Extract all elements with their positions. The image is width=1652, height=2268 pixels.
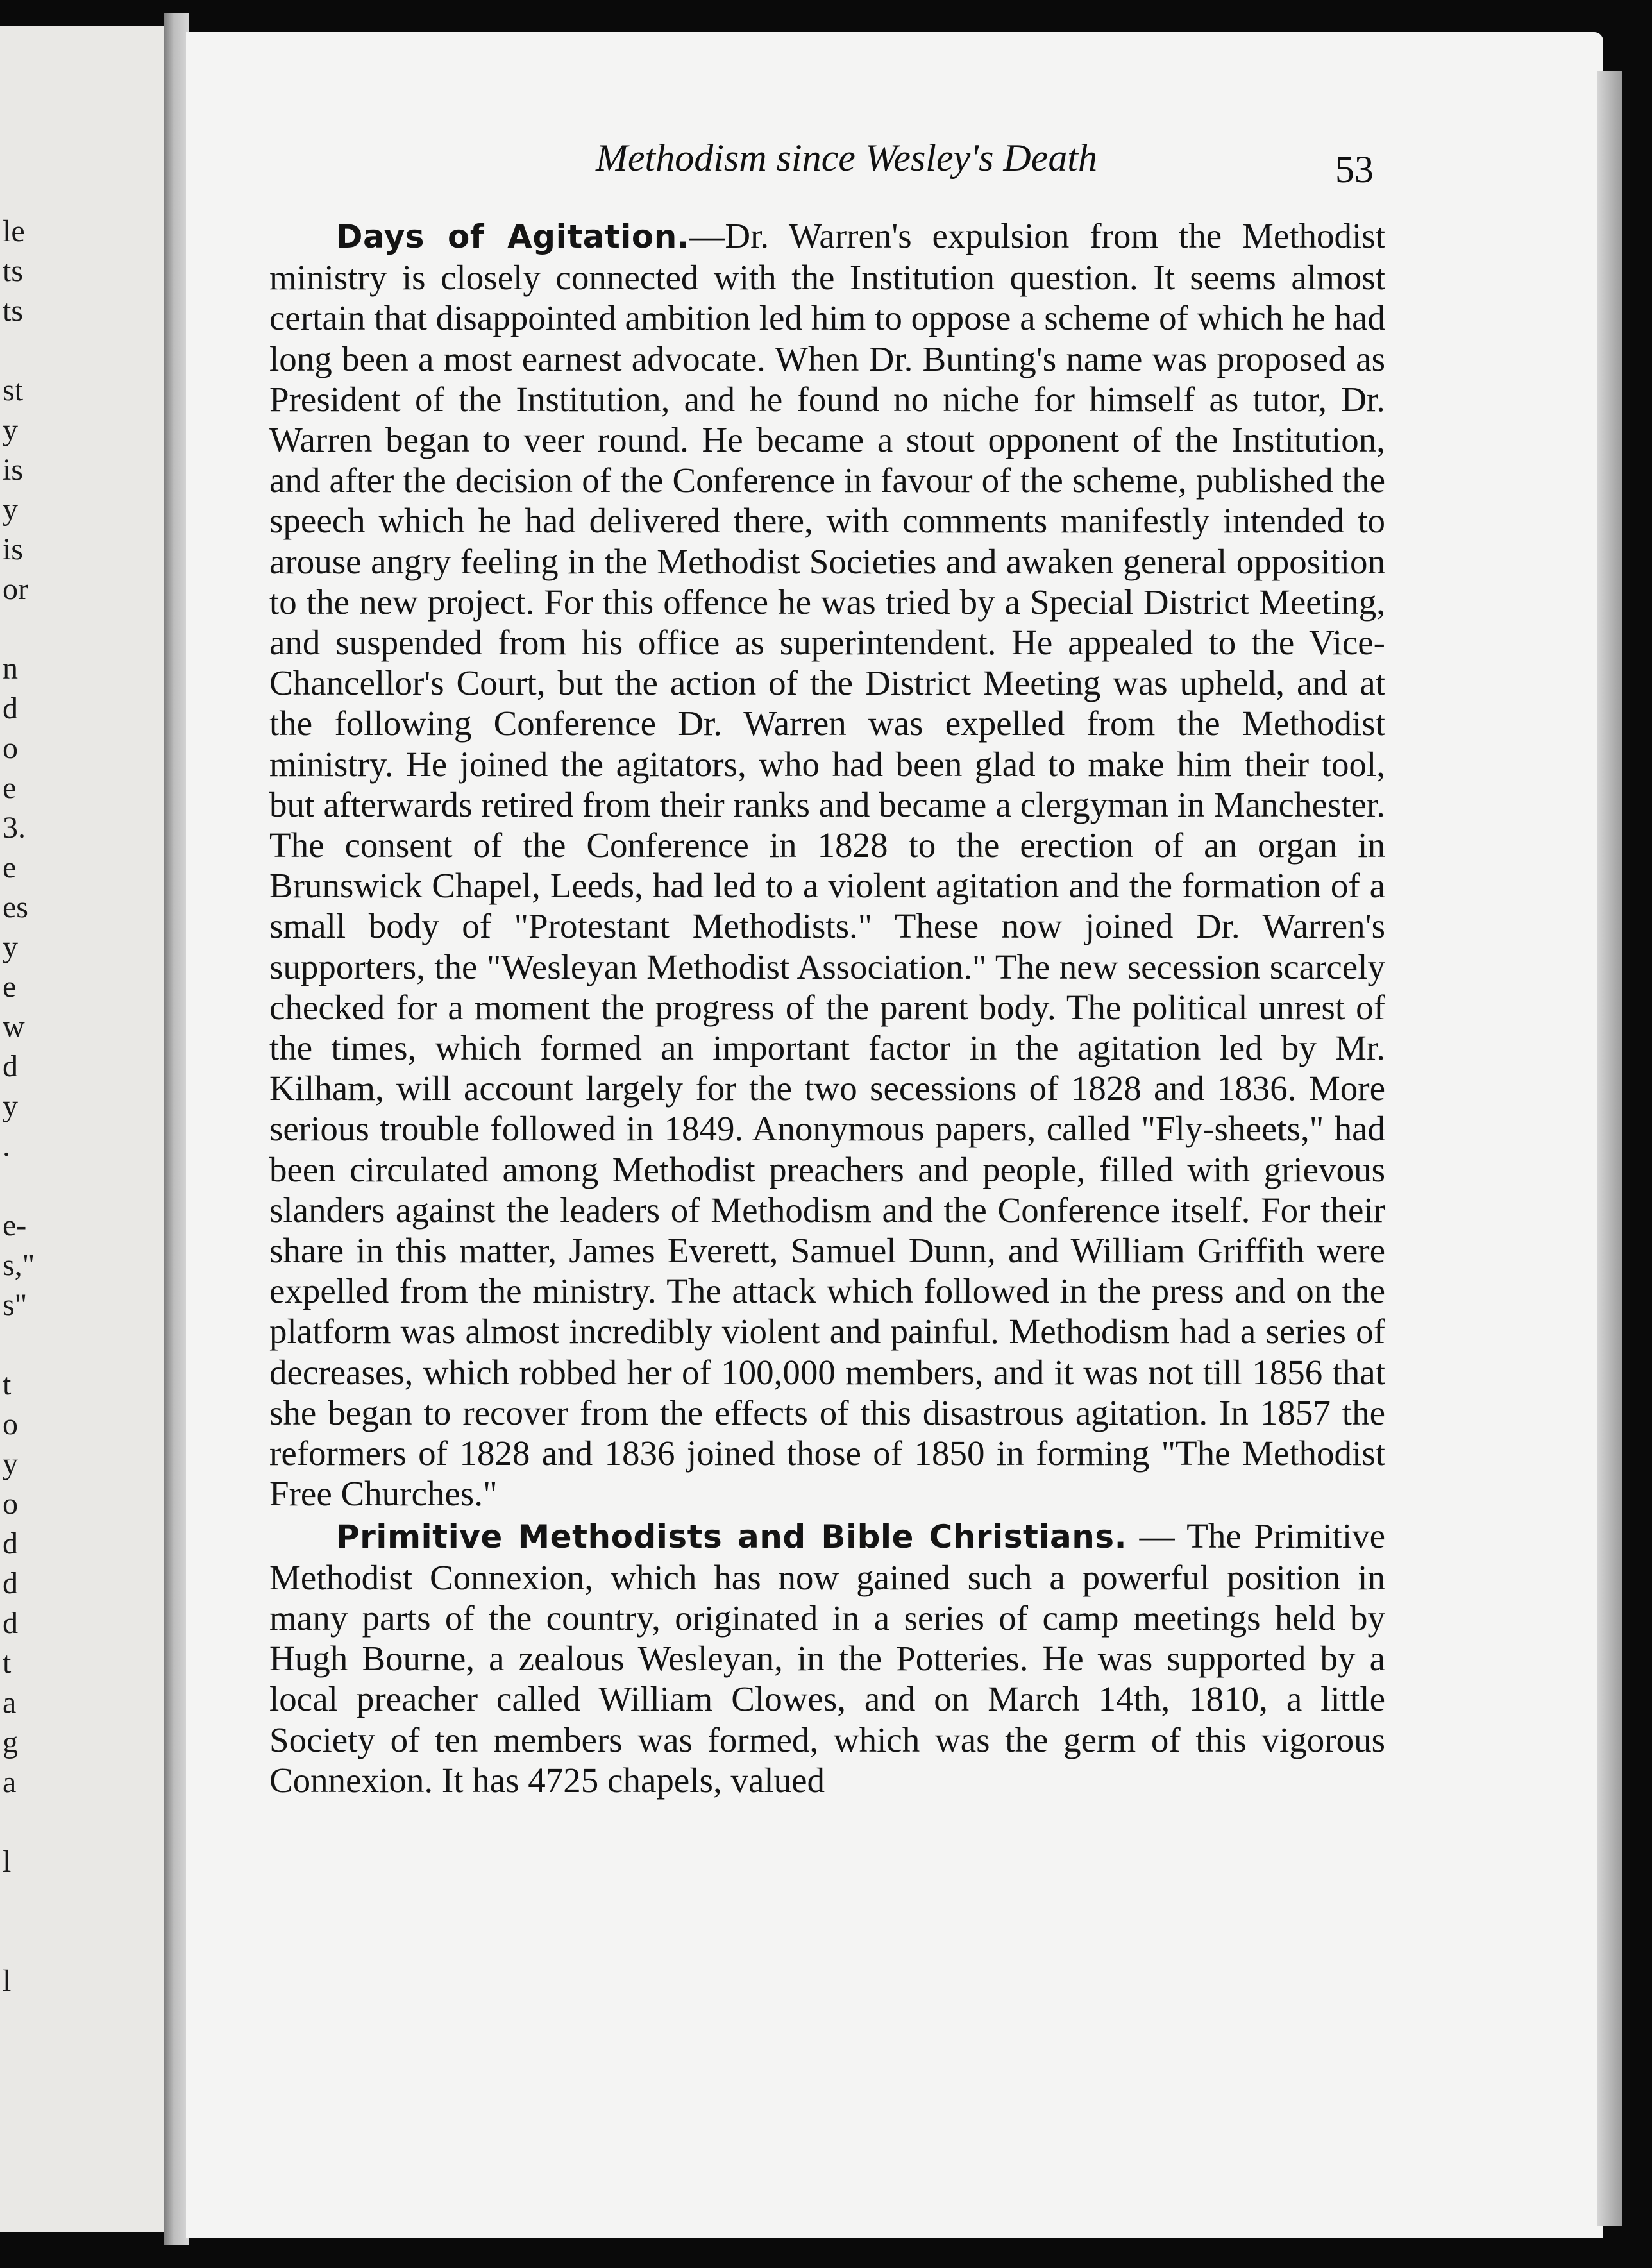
section-heading: Primitive Methodists and Bible Christians. <box>336 1518 1127 1555</box>
left-page-fragment: e <box>3 970 17 1004</box>
book-gutter <box>164 13 189 2245</box>
section-body: —Dr. Warren's expulsion from the Methodist ministry is closely connected with the Institution question. It seems almost certain that disappointed ambition led him to oppose a scheme of which he had long been a most earnest advocate. When Dr. Bunting's name was proposed as President of the Institution, and he found no niche for himself as tutor, Dr. Warren began to veer round. He became a stout opponent of the Institution, and after the decision of the Conference in favour of the scheme, published the speech which he had delivered there, with comments manifestly intended to arouse angry feeling in the Methodist Societies and awaken general opposition to the new project. For this offence he was tried by a Special District Meeting, and suspended from his office as superintendent. He appealed to the Vice-Chancellor's Court, but the action of the District Meeting was upheld, and at the following Conference Dr. Warren was expelled from the Methodist ministry. He joined the agitators, who had been glad to make him their tool, but afterwards retired from their ranks and became a clergyman in Manchester. The consent of the Conference in 1828 to the erection of an organ in Brunswick Chapel, Leeds, had led to a violent agitation and the formation of a small body of "Protestant Methodists." These now joined Dr. Warren's supporters, the "Wesleyan Methodist Association." The new secession scarcely checked for a moment the progress of the parent body. The political unrest of the times, which formed an important factor in the agitation led by Mr. Kilham, will account largely for the two secessions of 1828 and 1836. More serious trouble followed in 1849. Anonymous papers, called "Fly-sheets," had been circulated among Methodist preachers and people, filled with grievous slanders against the leaders of Methodism and the Conference itself. For their share in this matter, James Everett, Samuel Dunn, and William Griffith were expelled from the ministry. The attack which followed in the press and on the platform was almost incredibly violent and painful. Methodism had a series of decreases, which robbed her of 100,000 members, and it was not till 1856 that she began to recover from the effects of this disastrous agitation. In 1857 the reformers of 1828 and 1836 joined those of 1850 in forming "The Methodist Free Churches." <box>269 216 1385 1514</box>
left-page-fragment: y <box>3 930 18 964</box>
page-edge-shadow <box>1597 71 1622 2226</box>
left-page-fragment <box>3 1325 41 1365</box>
left-page-fragment: n <box>3 652 18 686</box>
left-page-fragment: st <box>3 373 24 407</box>
left-page-fragment: g <box>3 1725 18 1759</box>
left-page-fragment: or <box>3 572 28 606</box>
left-page-fragment: o <box>3 1487 18 1521</box>
left-page-fragment <box>3 2001 41 2041</box>
left-page-fragment: l <box>3 1964 12 1998</box>
left-page-fragment: o <box>3 1407 18 1441</box>
section-body: — The Primitive Methodist Connexion, which has now gained such a powerful position in many parts of the country, originated in a series of camp meetings held by Hugh Bourne, a zealous Wesleyan, in the Potteries. He was supported by a local preacher called William Clowes, and on March 14th, 1810, a little Society of ten members was formed, which was the germ of this vigorous Connexion. It has 4725 chapels, valued <box>269 1516 1386 1800</box>
left-page-fragment: t <box>3 1367 12 1401</box>
left-page-fragment: y <box>3 1447 18 1481</box>
left-page-fragment: s," <box>3 1248 35 1282</box>
left-page-fragment: d <box>3 691 18 725</box>
left-page-fragment: 3. <box>3 811 26 845</box>
left-page-fragment <box>3 331 41 371</box>
section-days-of-agitation <box>269 216 1385 1514</box>
left-page-fragment: d <box>3 1049 18 1083</box>
left-page-fragment: es <box>3 890 28 924</box>
left-page-fragment <box>3 2041 41 2081</box>
left-page-fragment: y <box>3 413 18 447</box>
left-page-edge <box>0 26 164 2232</box>
left-page-fragment: is <box>3 453 24 487</box>
left-page-fragment: o <box>3 731 18 765</box>
left-page-fragment: s" <box>3 1288 28 1322</box>
page-number: 53 <box>1335 148 1374 190</box>
section-heading: Days of Agitation. <box>336 218 690 255</box>
page-body <box>269 216 1385 1800</box>
left-page-fragment: d <box>3 1566 18 1600</box>
left-page-fragment <box>3 1802 41 1842</box>
left-page-fragment <box>3 1922 41 1961</box>
left-page-fragment: w <box>3 1010 25 1044</box>
left-page-fragment: ts <box>3 294 24 328</box>
left-page-fragment <box>3 1166 41 1206</box>
running-title: Methodism since Wesley's Death <box>595 137 1098 179</box>
left-page-fragment: . <box>3 1129 10 1163</box>
left-page-fragment: e <box>3 851 17 884</box>
left-page-text-fragments <box>0 212 41 2081</box>
left-page-fragment: le <box>3 214 25 248</box>
left-page-fragment: y <box>3 1089 18 1123</box>
left-page-fragment: y <box>3 493 18 527</box>
left-page-fragment: a <box>3 1765 17 1799</box>
left-page-fragment <box>3 609 41 649</box>
left-page-fragment: is <box>3 532 24 566</box>
section-primitive-methodists <box>269 1516 1385 1800</box>
left-page-fragment: d <box>3 1527 18 1561</box>
left-page-fragment <box>3 1882 41 1922</box>
left-page-fragment: e <box>3 771 17 805</box>
left-page-fragment: e- <box>3 1208 27 1242</box>
left-page-fragment: ts <box>3 254 24 288</box>
left-page-fragment: l <box>3 1845 12 1879</box>
left-page-fragment: d <box>3 1606 18 1640</box>
left-page-fragment: a <box>3 1686 17 1720</box>
left-page-fragment: t <box>3 1646 12 1680</box>
